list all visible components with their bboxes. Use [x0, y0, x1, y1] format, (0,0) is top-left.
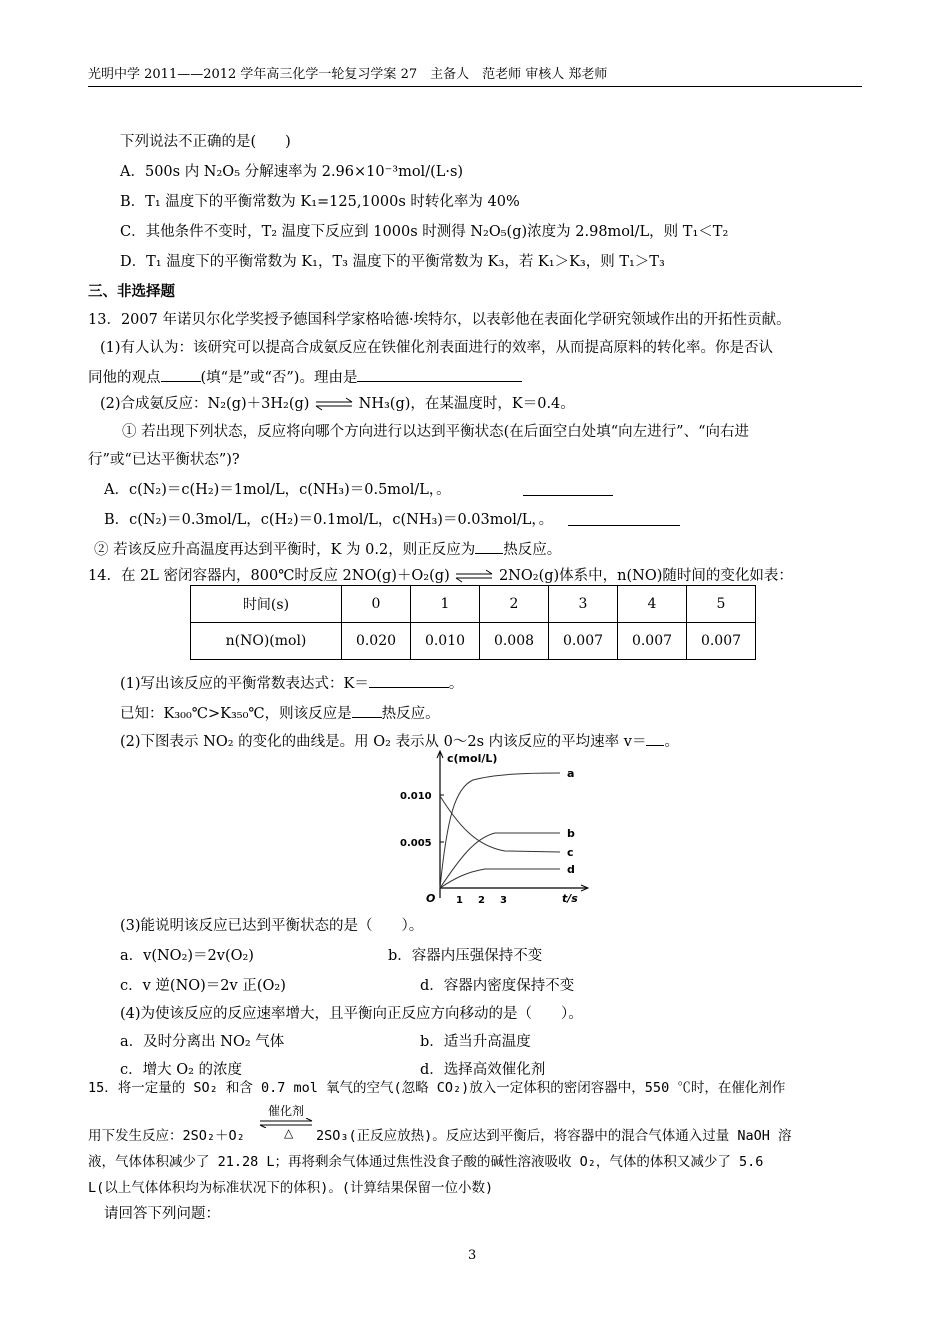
q13-part1-text-a: 同他的观点	[88, 370, 161, 386]
curve-a	[440, 773, 560, 888]
heat-label: △	[284, 1126, 294, 1140]
table-row-time	[191, 586, 756, 623]
q13-sub2-text-b: 热反应。	[503, 542, 562, 558]
q14-known	[120, 702, 440, 724]
table-cell-time: 1	[411, 586, 480, 623]
q13-option-a-blank[interactable]	[523, 480, 613, 496]
q12-option-b: B．T₁ 温度下的平衡常数为 K₁=125,1000s 时转化率为 40%	[120, 194, 520, 210]
q14-part2-blank[interactable]	[646, 730, 664, 746]
catalyst-label: 催化剂	[268, 1104, 305, 1118]
curve-c	[440, 796, 560, 852]
table-cell-nno: 0.007	[549, 623, 618, 660]
q12-option-c: C．其他条件不变时，T₂ 温度下反应到 1000s 时测得 N₂O₅(g)浓度为 2.98mol/L，则 T₁＜T₂	[120, 224, 729, 240]
table-cell-time: 2	[480, 586, 549, 623]
q13-part1-line2	[88, 366, 522, 388]
curve-b	[440, 833, 560, 888]
table-cell-time: 5	[687, 586, 756, 623]
q14-part3-option-d: d．容器内密度保持不变	[420, 978, 575, 994]
q14-stem-text-b: 2NO₂(g)体系中，n(NO)随时间的变化如表：	[498, 568, 793, 584]
no-time-table	[190, 585, 756, 660]
y-tick-label: 0.005	[400, 838, 432, 849]
table-cell-nno: 0.020	[342, 623, 411, 660]
curve-label: b	[567, 827, 575, 840]
x-axis-label: t/s	[562, 892, 578, 905]
q14-part4-option-b: b．适当升高温度	[420, 1034, 531, 1050]
equilibrium-arrow-icon	[314, 397, 354, 411]
q12-option-a: A．500s 内 N₂O₅ 分解速率为 2.96×10⁻³mol/(L·s)	[120, 164, 464, 180]
q12-stem: 下列说法不正确的是( )	[120, 134, 291, 150]
q14-part1-blank[interactable]	[369, 672, 449, 688]
q13-sub2-blank[interactable]	[475, 538, 503, 554]
q13-answer-blank-1[interactable]	[161, 366, 201, 382]
equilibrium-arrow-icon	[454, 569, 494, 583]
q15-line1: 15．将一定量的 SO₂ 和含 0.7 mol 氧气的空气(忽略 CO₂)放入一定体积的密闭容器中，550 ℃时，在催化剂作	[88, 1080, 786, 1096]
q13-option-b: B．c(N₂)＝0.3mol/L，c(H₂)＝0.1mol/L，c(NH₃)＝0.03mol/L，。	[104, 512, 554, 528]
q13-sub2	[94, 538, 561, 560]
q14-part3: (3)能说明该反应已达到平衡状态的是（ ）。	[120, 918, 424, 934]
table-header-nno: n(NO)(mol)	[191, 623, 342, 660]
q14-known-blank[interactable]	[352, 702, 382, 718]
q14-known-text-a: 已知：K₃₀₀℃>K₃₅₀℃，则该反应是	[120, 706, 352, 722]
curve-label: c	[567, 846, 574, 859]
q13-part2-text-b: NH₃(g)，在某温度时，K＝0.4。	[358, 396, 575, 412]
q14-part2-text-b: 。	[664, 734, 679, 750]
q14-part3-option-c: c．v 逆(NO)＝2v 正(O₂)	[120, 978, 286, 994]
q14-known-text-b: 热反应。	[381, 706, 440, 722]
q15-line4: L(以上气体体积均为标准状况下的体积)。(计算结果保留一位小数)	[88, 1180, 494, 1196]
q13-part1-line1: (1)有人认为：该研究可以提高合成氨反应在铁催化剂表面进行的效率，从而提高原料的转化率。你是否认	[100, 340, 774, 356]
q14-part1-text-a: (1)写出该反应的平衡常数表达式：K＝	[120, 676, 369, 692]
table-cell-time: 4	[618, 586, 687, 623]
q14-part4-option-a: a．及时分离出 NO₂ 气体	[120, 1034, 285, 1050]
q14-stem	[88, 566, 793, 586]
q14-part4-option-c: c．增大 O₂ 的浓度	[120, 1062, 243, 1078]
q13-part2	[100, 394, 575, 414]
reaction-equilibrium-arrow-icon	[258, 1118, 314, 1128]
page-header: 光明中学 2011——2012 学年高三化学一轮复习学案 27 主备人 范老师 审核人 郑老师	[88, 66, 862, 87]
q15-line2-b: 2SO₃(正反应放热)。反应达到平衡后，将容器中的混合气体通入过量 NaOH 溶	[316, 1128, 792, 1144]
table-row-nno	[191, 623, 756, 660]
curve-d	[440, 869, 560, 888]
q14-stem-text-a: 14．在 2L 密闭容器内，800℃时反应 2NO(g)＋O₂(g)	[88, 568, 450, 584]
q13-answer-blank-2[interactable]	[357, 366, 522, 382]
q13-part2-text-a: (2)合成氨反应：N₂(g)＋3H₂(g)	[100, 396, 310, 412]
curve-label: a	[567, 767, 575, 780]
q14-part1	[120, 672, 463, 694]
table-cell-time: 0	[342, 586, 411, 623]
q13-sub1-line2: 行”或“已达平衡状态”)?	[88, 452, 240, 468]
q14-part4: (4)为使该反应的反应速率增大，且平衡向正反应方向移动的是（ ）。	[120, 1006, 583, 1022]
x-tick-label: 3	[500, 895, 507, 906]
q14-part4-option-d: d．选择高效催化剂	[420, 1062, 546, 1078]
table-cell-time: 3	[549, 586, 618, 623]
section-title: 三、非选择题	[88, 283, 175, 300]
origin-label: O	[426, 892, 436, 905]
concentration-time-graph	[395, 748, 595, 910]
q14-part2-text-a: (2)下图表示 NO₂ 的变化的曲线是。用 O₂ 表示从 0～2s 内该反应的平均速率 v＝	[120, 734, 647, 750]
x-tick-label: 1	[456, 895, 463, 906]
q13-part1-text-b: (填“是”或“否”)。理由是	[200, 370, 358, 386]
y-axis-label: c(mol/L)	[447, 752, 498, 765]
page-number: 3	[468, 1248, 477, 1263]
q12-option-d: D．T₁ 温度下的平衡常数为 K₁，T₃ 温度下的平衡常数为 K₃，若 K₁＞K₃，则 T₁＞T₃	[120, 254, 665, 270]
q13-sub1-line1: ① 若出现下列状态，反应将向哪个方向进行以达到平衡状态(在后面空白处填“向左进行”、“向右进	[122, 424, 750, 440]
q15-line5: 请回答下列问题：	[104, 1206, 220, 1222]
q14-part3-option-b: b．容器内压强保持不变	[388, 948, 543, 964]
q13-option-b-blank[interactable]	[568, 510, 680, 526]
q13-option-a: A．c(N₂)＝c(H₂)＝1mol/L，c(NH₃)＝0.5mol/L，。	[104, 482, 451, 498]
q14-part1-text-b: 。	[448, 676, 464, 692]
q15-line3: 液，气体体积减少了 21.28 L；再将剩余气体通过焦性没食子酸的碱性溶液吸收 O₂，气体的体积又减少了 5.6	[88, 1154, 764, 1170]
table-cell-nno: 0.010	[411, 623, 480, 660]
table-cell-nno: 0.007	[618, 623, 687, 660]
x-tick-label: 2	[478, 895, 485, 906]
q15-line2-a: 用下发生反应：2SO₂＋O₂	[88, 1128, 245, 1144]
table-cell-nno: 0.007	[687, 623, 756, 660]
curve-label: d	[567, 863, 575, 876]
table-cell-nno: 0.008	[480, 623, 549, 660]
q13-sub2-text-a: ② 若该反应升高温度再达到平衡时，K 为 0.2，则正反应为	[94, 542, 476, 558]
q14-part3-option-a: a．v(NO₂)＝2v(O₂)	[120, 948, 254, 964]
y-tick-label: 0.010	[400, 791, 432, 802]
q13-stem: 13．2007 年诺贝尔化学奖授予德国科学家格哈德·埃特尔，以表彰他在表面化学研究领域作出的开拓性贡献。	[88, 312, 791, 328]
table-header-time: 时间(s)	[191, 586, 342, 623]
